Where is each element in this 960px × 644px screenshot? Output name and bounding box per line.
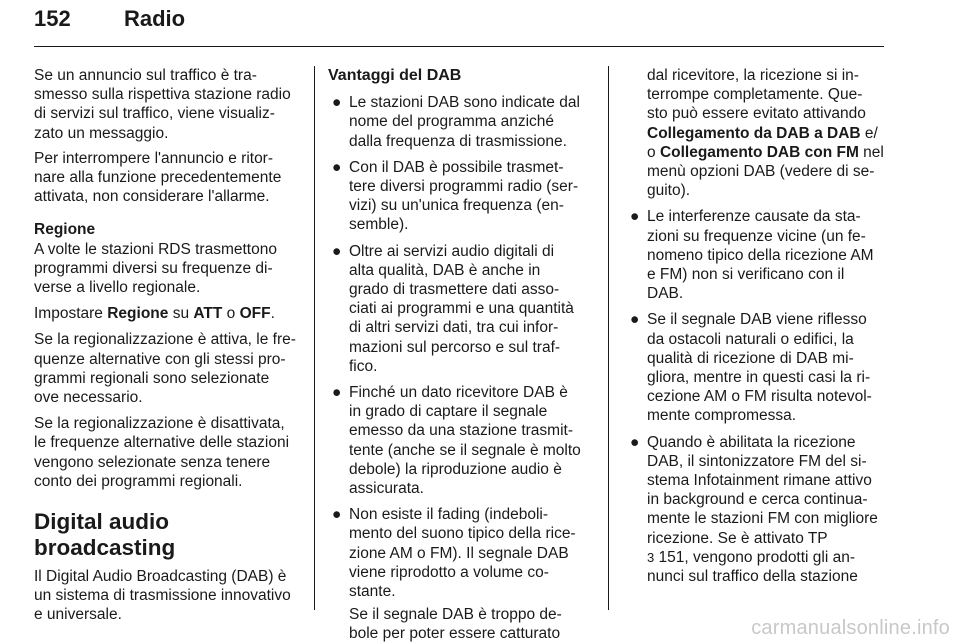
menu-term-regione: Regione xyxy=(107,305,169,323)
text-line: DAB, il sintonizzatore FM del si- xyxy=(647,452,867,470)
paragraph-set-region xyxy=(34,304,302,323)
text-line: Le stazioni DAB sono indicate dal xyxy=(349,94,580,112)
heading-dab: Digital audio broadcasting xyxy=(34,509,176,561)
list-item xyxy=(328,93,596,151)
text-line: Finché un dato ricevitore DAB è xyxy=(349,384,568,402)
text-line: da ostacoli naturali o edifici, la xyxy=(647,330,854,348)
text-line: smesso sulla rispettiva stazione radio xyxy=(34,86,291,104)
text-line: DAB. xyxy=(647,285,684,303)
advantages-list xyxy=(328,93,596,601)
text-line: nare alla funzione precedentemente xyxy=(34,169,282,187)
text-line: Per interrompere l'annuncio e ritor- xyxy=(34,149,274,167)
column-1 xyxy=(34,66,302,632)
text-line: stante. xyxy=(349,583,396,601)
text-line: le frequenze alternative delle stazioni xyxy=(34,434,290,452)
column-3 xyxy=(626,66,888,593)
text-line: tente (anche se il segnale è molto xyxy=(349,441,581,459)
text-line: e universale. xyxy=(34,606,122,624)
bullet-icon: ● xyxy=(332,506,342,524)
paragraph-region-on xyxy=(34,330,302,407)
menu-term-att: ATT xyxy=(193,305,223,323)
text-line: di altri servizi dati, tra cui infor- xyxy=(349,319,559,337)
list-item xyxy=(328,383,596,498)
text-line: ove necessario. xyxy=(34,389,143,407)
text-line: zato un messaggio. xyxy=(34,124,169,142)
bullet-icon: ● xyxy=(630,208,640,226)
text-line: mento del suono tipico della rice- xyxy=(349,525,576,543)
text-line: bole per poter essere catturato xyxy=(349,625,561,643)
text-line: zione AM o FM). Il segnale DAB xyxy=(349,544,569,562)
section-title: Radio xyxy=(124,6,186,31)
text-line: programmi diversi su frequenze di- xyxy=(34,259,273,277)
text-line: un sistema di trasmissione innovativo xyxy=(34,587,291,605)
text-line: zioni su frequenze vicine (un fe- xyxy=(647,227,866,245)
text-line: Se un annuncio sul traffico è tra- xyxy=(34,67,257,84)
list-item xyxy=(626,310,888,425)
text-line xyxy=(647,143,888,162)
text-line: Le interferenze causate da sta- xyxy=(647,208,861,226)
heading-vantaggi: Vantaggi del DAB xyxy=(328,67,462,84)
text-line xyxy=(647,124,888,143)
text-line: stema Infotainment rimane attivo xyxy=(647,472,872,490)
continuation-text xyxy=(626,66,888,200)
text-line: dal ricevitore, la ricezione si in- xyxy=(647,67,859,84)
text-run: nel xyxy=(858,143,884,161)
watermark: carmanualsonline.info xyxy=(751,617,950,639)
paragraph-dab-intro xyxy=(34,567,302,625)
column-divider-2 xyxy=(608,66,609,610)
paragraph-traffic-announcement xyxy=(34,66,302,143)
text-line: e FM) non si verificano con il xyxy=(647,266,845,284)
advantages-list-continued xyxy=(626,207,888,586)
menu-term-dab-fm: Collegamento DAB con FM xyxy=(659,143,859,161)
bullet-icon: ● xyxy=(332,158,342,176)
text-line xyxy=(647,548,888,567)
text-line: Il Digital Audio Broadcasting (DAB) è xyxy=(34,568,287,586)
column-divider-1 xyxy=(314,66,315,610)
text-line: mente compromessa. xyxy=(647,407,797,425)
menu-term-dab-to-dab: Collegamento da DAB a DAB xyxy=(647,124,861,142)
list-item xyxy=(626,433,888,587)
bullet-icon: ● xyxy=(332,242,342,260)
text-line: qualità di ricezione di DAB mi- xyxy=(647,349,854,367)
text-line: grammi regionali sono selezionate xyxy=(34,369,270,387)
list-item xyxy=(328,158,596,235)
column-2 xyxy=(328,66,596,644)
list-item xyxy=(328,505,596,601)
text-line: in grado di captare il segnale xyxy=(349,403,548,421)
text-line: nunci sul traffico della stazione xyxy=(647,568,858,586)
text-line: vengono selezionate senza tenere xyxy=(34,453,271,471)
continuation-text xyxy=(328,605,596,643)
bullet-icon: ● xyxy=(630,433,640,451)
text-line: viene riprodotto a volume co- xyxy=(349,563,549,581)
text-line: dalla frequenza di trasmissione. xyxy=(349,132,567,150)
text-line: vizi) su un'unica frequenza (en- xyxy=(349,197,564,215)
text-line: cezione AM o FM risulta notevol- xyxy=(647,388,872,406)
text-line: mente le stazioni FM con migliore xyxy=(647,510,878,528)
page-header xyxy=(34,6,884,46)
text-line: Se la regionalizzazione è attiva, le fre- xyxy=(34,331,296,349)
paragraph-interrupt xyxy=(34,149,302,207)
text-line: guito). xyxy=(647,182,691,200)
text-line: Se il segnale DAB è troppo de- xyxy=(349,606,562,624)
text-line: semble). xyxy=(349,216,409,234)
text-line: Con il DAB è possibile trasmet- xyxy=(349,158,564,176)
text-line: nomeno tipico della ricezione AM xyxy=(647,246,874,264)
text-run: su xyxy=(168,305,194,323)
header-divider xyxy=(34,46,884,47)
text-line: Se la regionalizzazione è disattivata, xyxy=(34,415,285,433)
text-line: gliora, mentre in questi casi la ri- xyxy=(647,369,871,387)
text-line: tere diversi programmi radio (ser- xyxy=(349,178,579,196)
text-line: fico. xyxy=(349,357,378,375)
paragraph-region-off xyxy=(34,414,302,491)
menu-term-off: OFF xyxy=(239,305,271,323)
text-line: Se il segnale DAB viene riflesso xyxy=(647,311,867,329)
list-item xyxy=(328,242,596,376)
page-number: 152 xyxy=(34,6,71,31)
text-run: e/ xyxy=(860,124,878,142)
text-line: quenze alternative con gli stessi pro- xyxy=(34,350,286,368)
text-line: menù opzioni DAB (vedere di se- xyxy=(647,163,875,181)
text-line: ciati ai programmi e una quantità xyxy=(349,300,574,318)
text-run: 151, vengono prodotti gli an- xyxy=(654,548,856,566)
text-line: Non esiste il fading (indeboli- xyxy=(349,506,549,524)
text-line: mazioni sul percorso e sul traf- xyxy=(349,338,561,356)
text-run: Impostare xyxy=(34,305,108,323)
text-line: attivata, non considerare l'allarme. xyxy=(34,188,270,206)
text-line: di servizi sul traffico, viene visualiz- xyxy=(34,105,275,123)
text-line: terrompe completamente. Que- xyxy=(647,86,863,104)
text-line: A volte le stazioni RDS trasmettono xyxy=(34,240,277,258)
text-line: nome del programma anziché xyxy=(349,113,555,131)
text-line: assicurata. xyxy=(349,480,424,498)
text-line: conto dei programmi regionali. xyxy=(34,472,243,490)
text-line: verse a livello regionale. xyxy=(34,279,201,297)
text-run: o xyxy=(222,305,240,323)
bullet-icon: ● xyxy=(332,384,342,402)
text-line: sto può essere evitato attivando xyxy=(647,105,866,123)
text-line: ricezione. Se è attivato TP xyxy=(647,529,828,547)
text-line: in background e cerca continua- xyxy=(647,491,868,509)
text-line: Quando è abilitata la ricezione xyxy=(647,433,856,451)
text-line: debole) la riproduzione audio è xyxy=(349,460,562,478)
bullet-icon: ● xyxy=(630,311,640,329)
text-run: o xyxy=(647,143,660,161)
text-line: emesso da una stazione trasmit- xyxy=(349,422,573,440)
list-item xyxy=(626,207,888,303)
page-reference-icon: 3 xyxy=(647,549,655,565)
bullet-icon: ● xyxy=(332,94,342,112)
paragraph-rds xyxy=(34,240,302,298)
text-line: alta qualità, DAB è anche in xyxy=(349,261,541,279)
text-line: grado di trasmettere dati asso- xyxy=(349,281,560,299)
heading-regione: Regione xyxy=(34,221,96,239)
text-run: . xyxy=(270,305,275,323)
text-line: Oltre ai servizi audio digitali di xyxy=(349,242,555,260)
